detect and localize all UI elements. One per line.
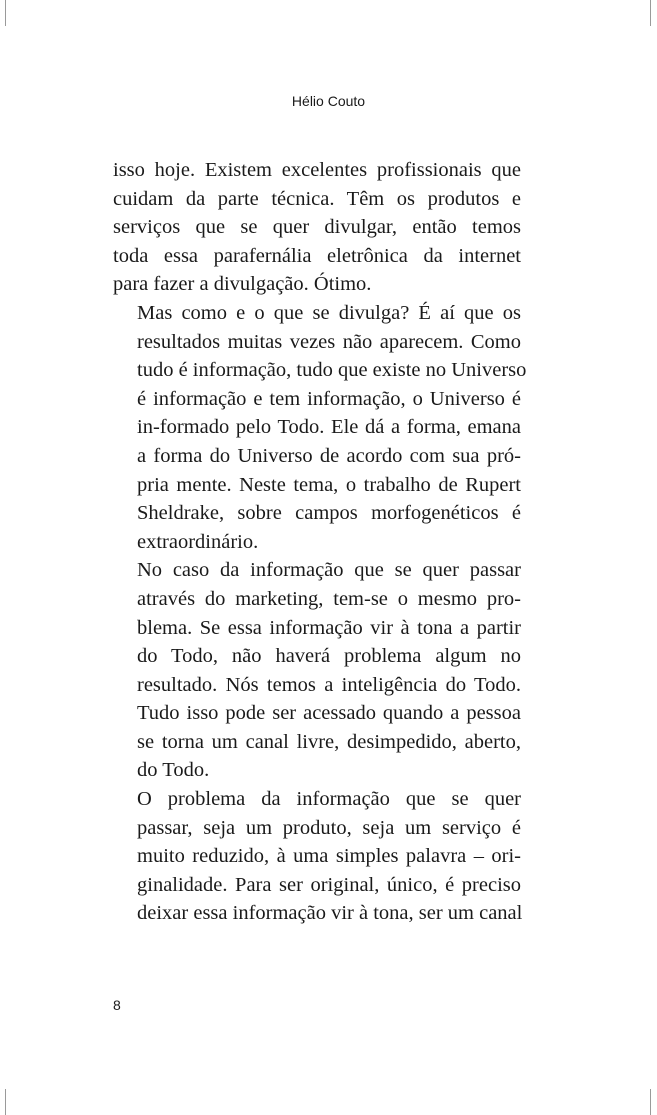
- text-line: se torna um canal livre, desimpedido, aberto,: [137, 730, 521, 753]
- text-line: é informação e tem informação, o Universo é: [137, 387, 521, 410]
- text-line: resultado. Nós temos a inteligência do Todo.: [137, 673, 521, 696]
- text-line: Sheldrake, sobre campos morfogenéticos é: [137, 502, 521, 525]
- text-line: toda essa parafernália eletrônica da internet: [113, 244, 521, 267]
- text-line: blema. Se essa informação vir à tona a partir: [137, 616, 521, 639]
- body-text: [113, 156, 527, 928]
- text-line: pria mente. Neste tema, o trabalho de Rupert: [137, 473, 521, 496]
- text-line: O problema da informação que se quer: [137, 788, 521, 811]
- page-number: 8: [113, 997, 121, 1013]
- crop-mark-bottom-left: [5, 1089, 6, 1115]
- text-line: serviços que se quer divulgar, então temos: [113, 216, 521, 239]
- text-line: Tudo isso pode ser acessado quando a pessoa: [137, 702, 521, 725]
- text-line: para fazer a divulgação. Ótimo.: [113, 273, 372, 296]
- text-line: No caso da informação que se quer passar: [137, 559, 521, 582]
- running-head: Hélio Couto: [291, 93, 366, 109]
- paragraph-2: [113, 299, 527, 556]
- paragraph-4: [113, 785, 521, 928]
- text-line: muito reduzido, à uma simples palavra – ori-: [137, 845, 521, 868]
- text-line: do Todo.: [137, 759, 210, 782]
- text-line: isso hoje. Existem excelentes profissionais que: [113, 159, 521, 181]
- text-line: tudo é informação, tudo que existe no Universo: [137, 359, 527, 382]
- text-line: resultados muitas vezes não aparecem. Como: [137, 330, 521, 353]
- text-line: do Todo, não haverá problema algum no: [137, 645, 521, 668]
- text-line: in-formado pelo Todo. Ele dá a forma, emana: [137, 416, 521, 439]
- text-line: extraordinário.: [137, 530, 259, 553]
- paragraph-3: [113, 556, 521, 785]
- paragraph-1: [113, 156, 521, 299]
- crop-mark-top-left: [5, 0, 6, 26]
- text-line: Mas como e o que se divulga? É aí que os: [137, 301, 521, 324]
- text-line: deixar essa informação vir à tona, ser um canal: [137, 902, 523, 925]
- crop-mark-top-right: [650, 0, 651, 26]
- text-line: através do marketing, tem-se o mesmo pro-: [137, 587, 521, 610]
- text-line: ginalidade. Para ser original, único, é preciso: [137, 873, 521, 896]
- text-line: passar, seja um produto, seja um serviço é: [137, 816, 521, 839]
- crop-mark-bottom-right: [650, 1089, 651, 1115]
- text-line: cuidam da parte técnica. Têm os produtos e: [113, 187, 521, 210]
- text-line: a forma do Universo de acordo com sua pró-: [137, 444, 521, 467]
